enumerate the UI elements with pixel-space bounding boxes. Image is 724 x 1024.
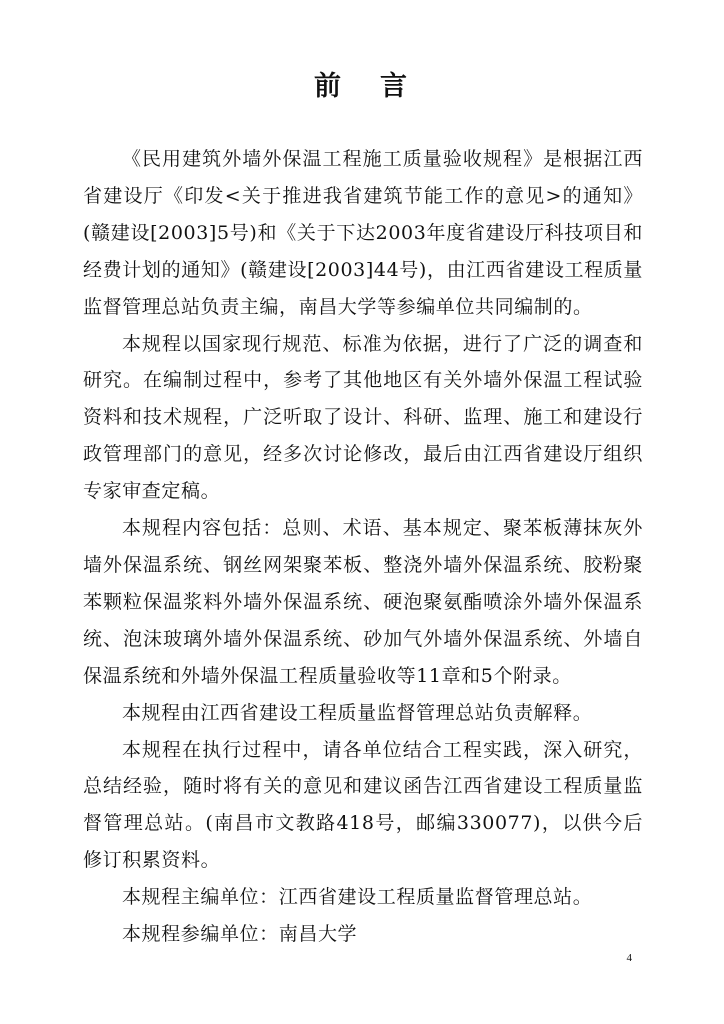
title-part-1: 前 xyxy=(314,71,344,102)
paragraph-contents: 本规程内容包括：总则、术语、基本规定、聚苯板薄抹灰外墙外保温系统、钢丝网架聚苯板、整浇外墙外保温系统、胶粉聚苯颗粒保温浆料外墙外保温系统、硬泡聚氨酯喷涂外墙外保温系统、泡沫玻璃外墙外保温系统、砂加气外墙外保温系统、外墙自保温系统和外墙外保温工程质量验收等11章和5个附录。 xyxy=(83,517,643,687)
paragraph-participants: 本规程参编单位：南昌大学 xyxy=(121,923,358,946)
paragraph-feedback: 本规程在执行过程中，请各单位结合工程实践，深入研究，总结经验，随时将有关的意见和建议函告江西省建设工程质量监督管理总站。(南昌市文教路418号，邮编330077)，以供今后修订积累资料。 xyxy=(83,738,643,872)
page-number: 4 xyxy=(626,952,632,964)
paragraph-chief-editor: 本规程主编单位：江西省建设工程质量监督管理总站。 xyxy=(121,886,593,909)
paragraph-basis: 《民用建筑外墙外保温工程施工质量验收规程》是根据江西省建设厅《印发<关于推进我省建筑节能工作的意见>的通知》(赣建设[2003]5号)和《关于下达2003年度省建设厅科技项目和经费计划的通知》(赣建设[2003]44号)，由江西省建设工程质量监督管理总站负责主编，南昌大学等参编单位共同编制的。 xyxy=(83,148,643,318)
title-part-2: 言 xyxy=(380,71,410,102)
paragraph-research: 本规程以国家现行规范、标准为依据，进行了广泛的调查和研究。在编制过程中，参考了其他地区有关外墙外保温工程试验资料和技术规程，广泛听取了设计、科研、监理、施工和建设行政管理部门的意见，经多次讨论修改，最后由江西省建设厅组织专家审查定稿。 xyxy=(83,332,643,503)
paragraph-interpretation: 本规程由江西省建设工程质量监督管理总站负责解释。 xyxy=(121,701,593,724)
preface-body xyxy=(83,141,643,953)
page-title xyxy=(0,64,724,103)
